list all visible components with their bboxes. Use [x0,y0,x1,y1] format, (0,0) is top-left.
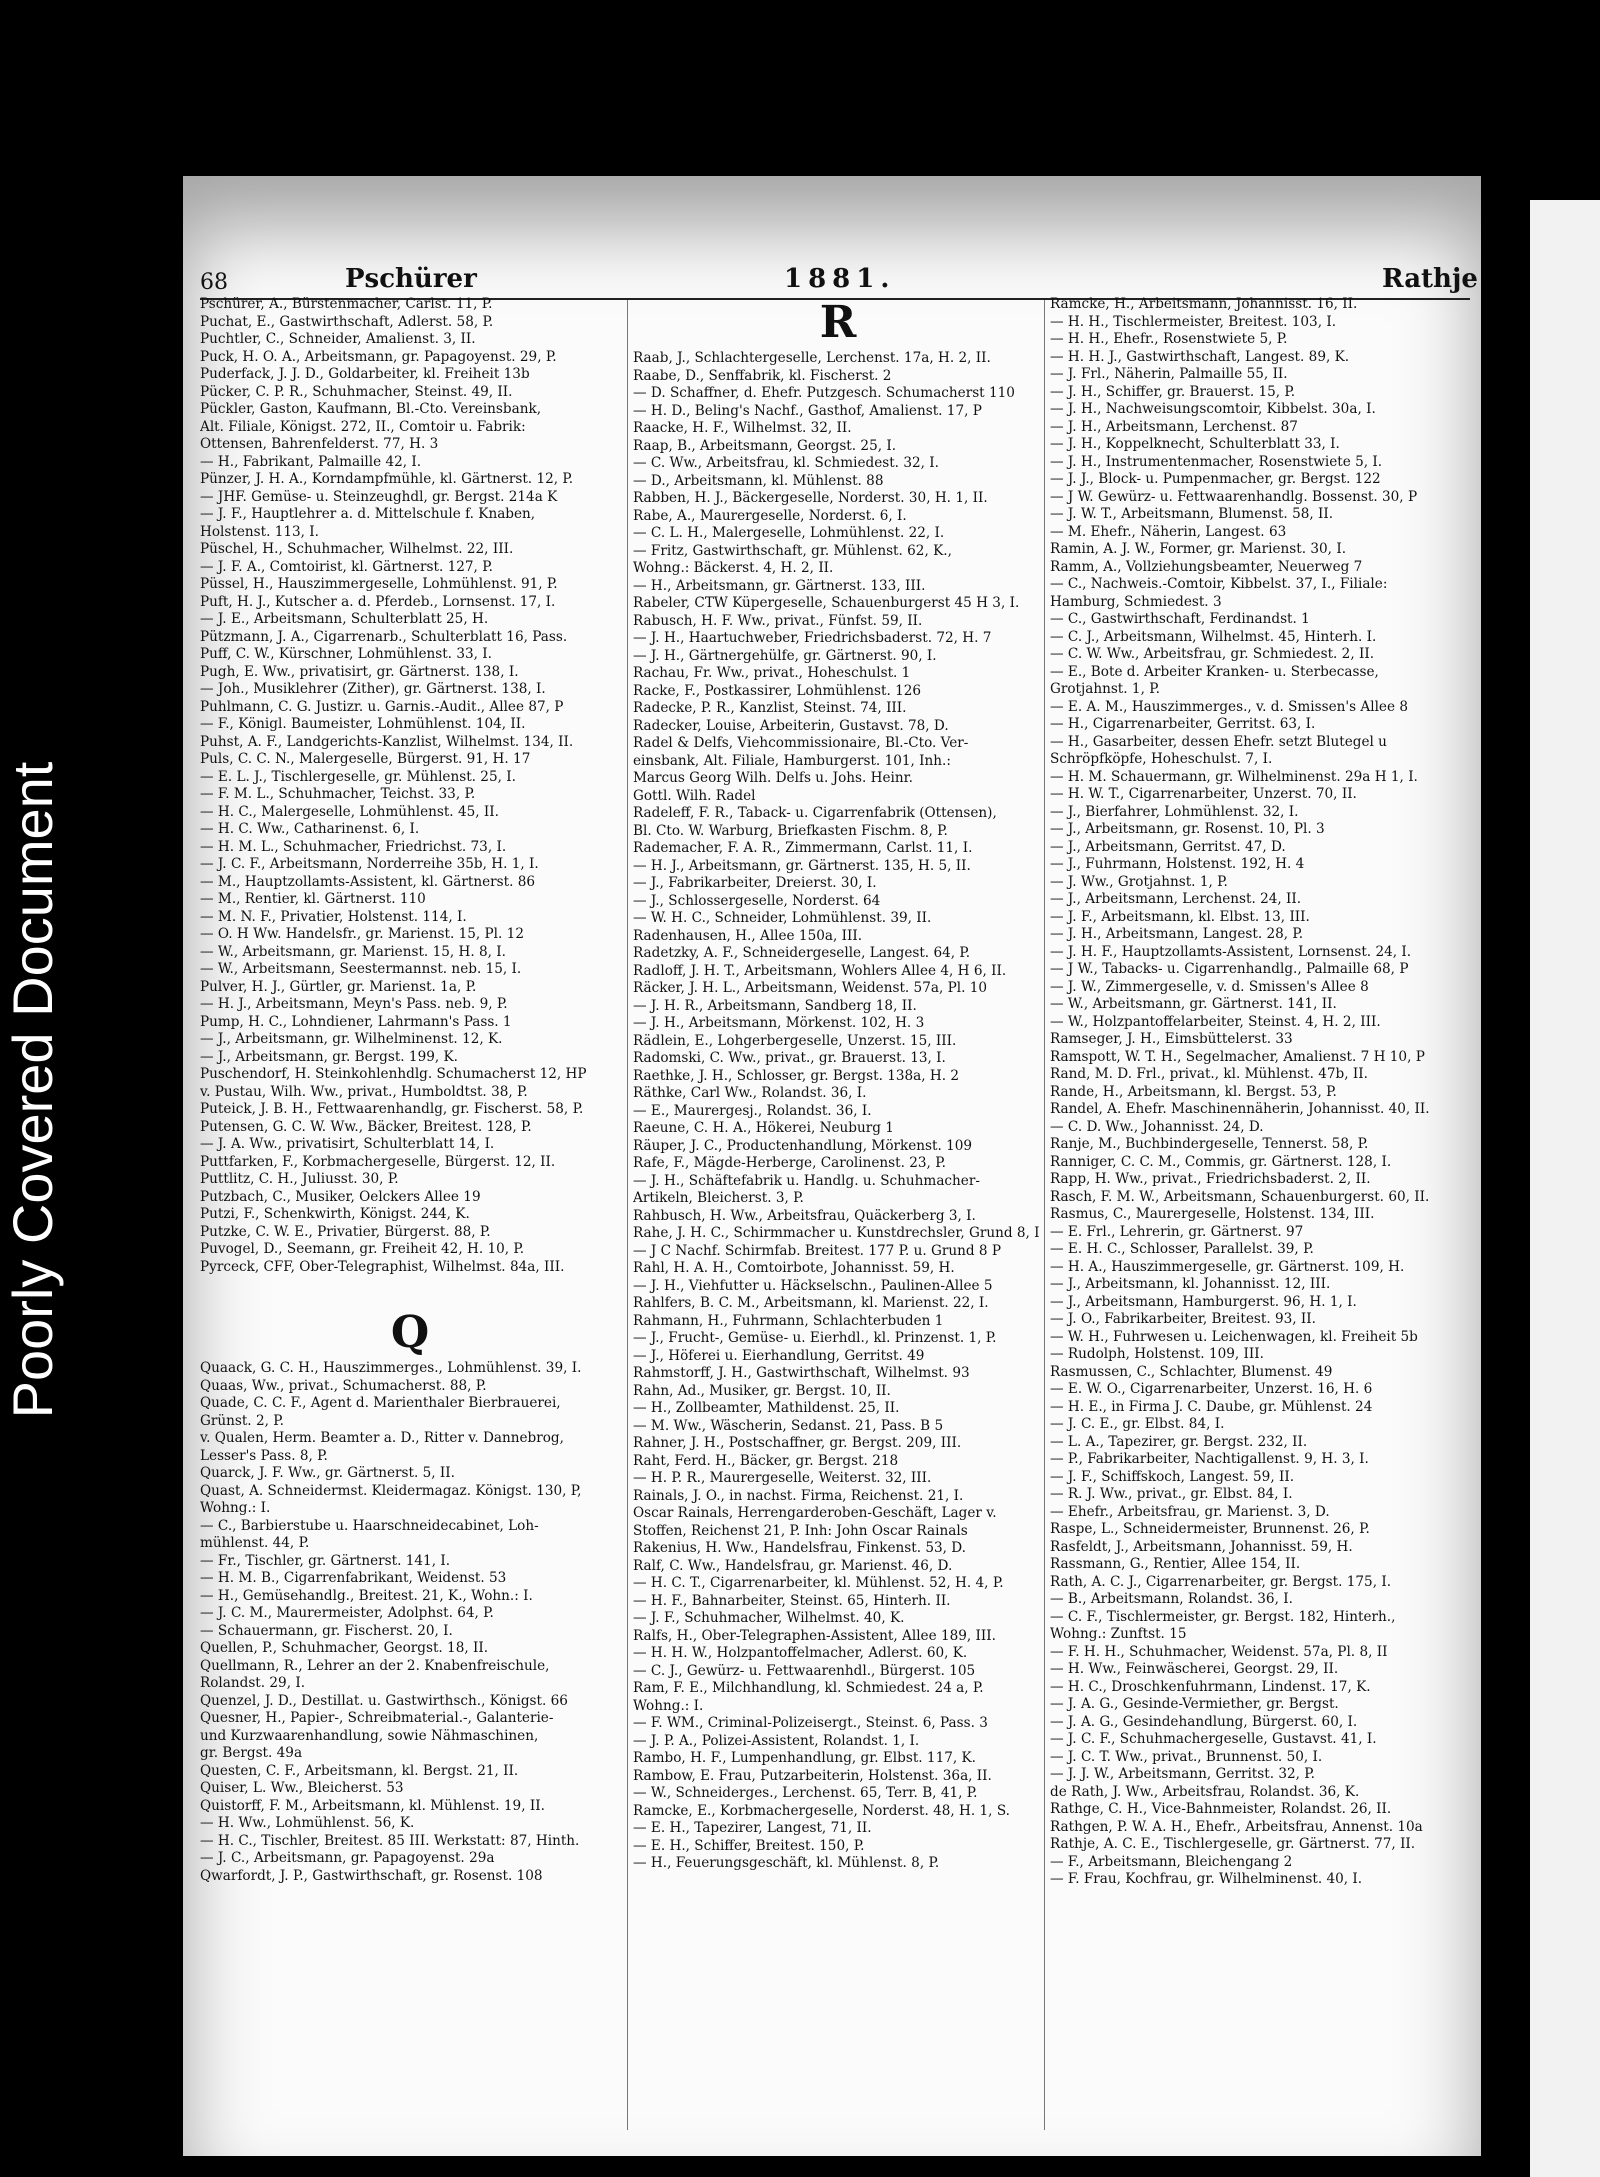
directory-entry: Rahbusch, H. Ww., Arbeitsfrau, Quäckerberg 3, I. [633,1207,976,1224]
directory-entry: — J. H., Nachweisungscomtoir, Kibbelst. 30a, I. [1050,401,1376,417]
directory-entry: — J. C. F., Schuhmachergeselle, Gustavst. 41, I. [1050,1731,1377,1747]
directory-entry: — C., Nachweis.-Comtoir, Kibbelst. 37, I., Filiale: [1050,576,1388,592]
directory-entry: — H. J., Arbeitsmann, gr. Gärtnerst. 135, H. 5, II. [633,857,971,874]
directory-entry: Wohng.: Zunftst. 15 [1050,1626,1187,1642]
directory-entry: Puft, H. J., Kutscher a. d. Pferdeb., Lornsenst. 17, I. [200,593,556,610]
directory-entry: Stoffen, Reichenst 21, P. Inh: John Oscar Rainals [633,1522,968,1539]
directory-entry: — L. A., Tapezirer, gr. Bergst. 232, II. [1050,1433,1308,1450]
directory-entry: — J. H., Haartuchweber, Friedrichsbaderst. 72, H. 7 [633,630,992,646]
directory-entry: Quarck, J. F. Ww., gr. Gärtnerst. 5, II. [200,1465,455,1481]
directory-entry: — J. J., Block- u. Pumpenmacher, gr. Bergst. 122 [1050,471,1381,487]
directory-entry: — H. C. T., Cigarrenarbeiter, kl. Mühlenst. 52, H. 4, P. [633,1575,1004,1591]
directory-entry: Pückler, Gaston, Kaufmann, Bl.-Cto. Vereinsbank, [200,401,542,417]
directory-entry: Schröpfköpfe, Hoheschulst. 7, I. [1050,751,1273,767]
section-letter-q: Q [390,1307,430,1358]
directory-entry: — J., Arbeitsmann, Gerritst. 47, D. [1050,838,1286,855]
directory-entry: Ramcke, H., Arbeitsmann, Johannisst. 16, II. [1050,296,1358,312]
directory-entry: Puteick, J. B. H., Fettwaarenhandlg, gr. Fischerst. 58, P. [200,1101,584,1117]
directory-entry: — H. A., Hauszimmergeselle, gr. Gärtnerst. 109, H. [1050,1258,1405,1275]
directory-entry: — J., Bierfahrer, Lohmühlenst. 32, I. [1050,803,1299,820]
directory-entry: — E. A. M., Hauszimmerges., v. d. Smissen's Allee 8 [1050,698,1408,715]
directory-entry: Püssel, H., Hauszimmergeselle, Lohmühlenst. 91, P. [200,576,558,592]
directory-entry: Holstenst. 113, I. [200,523,319,540]
directory-entry: — J., Höferei u. Eierhandlung, Gerritst. 49 [633,1347,925,1364]
directory-entry: — E., Maurergesj., Rolandst. 36, I. [633,1102,872,1119]
directory-entry: Grotjahnst. 1, P. [1050,681,1160,697]
directory-entry: — E., Bote d. Arbeiter Kranken- u. Sterbecasse, [1050,663,1379,680]
directory-entry: — H. H., Ehefr., Rosenstwiete 5, P. [1050,331,1288,347]
directory-entry: Radomski, C. Ww., privat., gr. Brauerst. 13, I. [633,1050,946,1066]
directory-entry: Racke, F., Postkassirer, Lohmühlenst. 126 [633,682,922,699]
column-divider [1044,300,1045,2130]
directory-entry: Wohng.: I. [200,1500,271,1516]
directory-entry: — J W., Tabacks- u. Cigarrenhandlg., Palmaille 68, P [1050,961,1409,977]
directory-entry: — H., Feuerungsgeschäft, kl. Mühlenst. 8, P. [633,1855,940,1871]
directory-entry: Puff, C. W., Kürschner, Lohmühlenst. 33, I. [200,646,492,662]
directory-entry: — J. H., Arbeitsmann, Langest. 28, P. [1050,926,1304,942]
directory-entry: — J. H. R., Arbeitsmann, Sandberg 18, II. [633,997,917,1014]
directory-entry: — J., Frucht-, Gemüse- u. Eierhdl., kl. Prinzenst. 1, P. [633,1330,997,1346]
directory-entry: Questen, C. F., Arbeitsmann, kl. Bergst. 21, II. [200,1762,519,1779]
directory-entry: Ram, F. E., Milchhandlung, kl. Schmiedest. 24 a, P. [633,1680,984,1696]
directory-entry: — E. W. O., Cigarrenarbeiter, Unzerst. 16, H. 6 [1050,1381,1373,1397]
directory-entry: — F. Frau, Kochfrau, gr. Wilhelminenst. 40, I. [1050,1871,1363,1887]
directory-entry: — C. J., Arbeitsmann, Wilhelmst. 45, Hinterh. I. [1050,628,1377,645]
directory-entry: Ramcke, E., Korbmachergeselle, Norderst. 48, H. 1, S. [633,1802,1010,1819]
directory-entry: Rolandst. 29, I. [200,1675,306,1691]
directory-entry: Quellen, P., Schuhmacher, Georgst. 18, II. [200,1640,489,1656]
directory-entry: Puttfarken, F., Korbmachergeselle, Bürgerst. 12, II. [200,1153,556,1170]
directory-entry: — R. J. Ww., privat., gr. Elbst. 84, I. [1050,1486,1293,1502]
directory-entry: — J., Schlossergeselle, Norderst. 64 [633,892,881,909]
directory-entry: — W. H. C., Schneider, Lohmühlenst. 39, II. [633,910,932,926]
directory-entry: Quade, C. C. F., Agent d. Marienthaler Bierbrauerei, [200,1395,561,1411]
directory-entry: — H., Gemüsehandlg., Breitest. 21, K., Wohn.: I. [200,1587,533,1604]
directory-entry: — W., Schneiderges., Lerchenst. 65, Terr. B, 41, P. [633,1785,978,1801]
column-2 [633,296,1043,1873]
directory-entry: Puschendorf, H. Steinkohlenhdlg. Schumacherst 12, HP [200,1066,587,1082]
directory-entry: Rath, A. C. J., Cigarrenarbeiter, gr. Bergst. 175, I. [1050,1573,1392,1590]
directory-entry: — H., Arbeitsmann, gr. Gärtnerst. 133, III. [633,577,926,594]
directory-entry: — H. E., in Firma J. C. Daube, gr. Mühlenst. 24 [1050,1398,1373,1415]
page-number: 68 [200,270,228,295]
directory-entry: Rathge, C. H., Vice-Bahnmeister, Rolandst. 26, II. [1050,1801,1392,1817]
directory-entry: Puls, C. C. N., Malergeselle, Bürgerst. 91, H. 17 [200,751,531,767]
directory-entry: — J. H. F., Hauptzollamts-Assistent, Lornsenst. 24, I. [1050,943,1412,960]
directory-entry: — H. C. Ww., Catharinenst. 6, I. [200,821,420,837]
directory-entry: Räcker, J. H. L., Arbeitsmann, Weidenst. 57a, Pl. 10 [633,980,988,996]
directory-entry: Qwarfordt, J. P., Gastwirthschaft, gr. Rosenst. 108 [200,1867,543,1884]
directory-entry: — F. WM., Criminal-Polizeisergt., Steinst. 6, Pass. 3 [633,1715,988,1731]
directory-entry: — J. C. E., gr. Elbst. 84, I. [1050,1416,1225,1432]
directory-entry: — J., Arbeitsmann, gr. Rosenst. 10, Pl. 3 [1050,821,1325,837]
section-letter-r: R [819,297,857,348]
directory-entry: Raap, B., Arbeitsmann, Georgst. 25, I. [633,437,897,454]
directory-entry: Rasmus, C., Maurergeselle, Holstenst. 134, III. [1050,1206,1375,1222]
directory-entry: Pünzer, J. H. A., Korndampfmühle, kl. Gärtnerst. 12, P. [200,471,574,487]
directory-entry: — H., Cigarrenarbeiter, Gerritst. 63, I. [1050,716,1316,732]
directory-entry: — H. M. B., Cigarrenfabrikant, Weidenst. 53 [200,1570,507,1586]
q-entries [200,1360,620,1885]
directory-entry: Radetzky, A. F., Schneidergeselle, Langest. 64, P. [633,945,971,961]
directory-entry: Radeleff, F. R., Taback- u. Cigarrenfabrik (Ottensen), [633,805,997,821]
directory-entry: Rahl, H. A. H., Comtoirbote, Johannisst. 59, H. [633,1260,955,1276]
directory-entry: Rassmann, G., Rentier, Allee 154, II. [1050,1556,1301,1572]
directory-entry: — B., Arbeitsmann, Rolandst. 36, I. [1050,1591,1293,1607]
directory-entry: — J C Nachf. Schirmfab. Breitest. 177 P. u. Grund 8 P [633,1242,1002,1259]
directory-entry: Radel & Delfs, Viehcommissionaire, Bl.-Cto. Ver- [633,735,969,751]
directory-entry: Puhlmann, C. G. Justizr. u. Garnis.-Audit., Allee 87, P [200,698,564,715]
directory-entry: — H., Gasarbeiter, dessen Ehefr. setzt Blutegel u [1050,733,1387,750]
directory-entry: Radloff, J. H. T., Arbeitsmann, Wohlers Allee 4, H 6, II. [633,962,1007,979]
directory-entry: — C. L. H., Malergeselle, Lohmühlenst. 22, I. [633,525,945,541]
directory-entry: Grünst. 2, P. [200,1412,284,1429]
directory-entry: — F. M. L., Schuhmacher, Teichst. 33, P. [200,786,476,802]
directory-entry: — J., Fabrikarbeiter, Dreierst. 30, I. [633,875,877,891]
directory-entry: — H. P. R., Maurergeselle, Weiterst. 32, III. [633,1470,932,1486]
directory-entry: Radecker, Louise, Arbeiterin, Gustavst. 78, D. [633,717,949,734]
directory-entry: Quesner, H., Papier-, Schreibmaterial.-, Galanterie- [200,1710,554,1726]
directory-entry: — F., Königl. Baumeister, Lohmühlenst. 104, II. [200,716,526,732]
directory-entry: Puchtler, C., Schneider, Amalienst. 3, II. [200,331,476,347]
header-right-keyword: Rathje [1382,264,1478,294]
directory-entry: Rahmann, H., Fuhrmann, Schlachterbuden 1 [633,1312,944,1329]
directory-entry: mühlenst. 44, P. [200,1535,310,1551]
directory-entry: und Kurzwaarenhandlung, sowie Nähmaschinen, [200,1727,539,1744]
directory-entry: Rachau, Fr. Ww., privat., Hoheschulst. 1 [633,665,911,681]
directory-entry: Raethke, J. H., Schlosser, gr. Bergst. 138a, H. 2 [633,1067,960,1084]
directory-entry: Quellmann, R., Lehrer an der 2. Knabenfreischule, [200,1657,550,1674]
header-left-keyword: Pschürer [345,264,477,294]
directory-entry: Ramin, A. J. W., Former, gr. Marienst. 30, I. [1050,541,1347,557]
directory-entry: — JHF. Gemüse- u. Steinzeughdl, gr. Bergst. 214a K [200,488,558,505]
directory-entry: — Ehefr., Arbeitsfrau, gr. Marienst. 3, D. [1050,1503,1330,1520]
directory-entry: — J. H., Arbeitsmann, Mörkenst. 102, H. 3 [633,1015,925,1031]
directory-entry: Rahlfers, B. C. M., Arbeitsmann, kl. Marienst. 22, I. [633,1295,989,1311]
directory-entry: Rahe, J. H. C., Schirmmacher u. Kunstdrechsler, Grund 8, I [633,1225,1040,1241]
directory-entry: — D., Arbeitsmann, kl. Mühlenst. 88 [633,472,884,489]
directory-entry: v. Qualen, Herm. Beamter a. D., Ritter v. Dannebrog, [200,1430,564,1446]
directory-entry: Quiser, L. Ww., Bleicherst. 53 [200,1780,404,1796]
directory-entry: — C. F., Tischlermeister, gr. Bergst. 182, Hinterh., [1050,1608,1396,1625]
directory-entry: — Schauermann, gr. Fischerst. 20, I. [200,1622,453,1639]
directory-entry: — C. J., Gewürz- u. Fettwaarenhdl., Bürgerst. 105 [633,1662,976,1679]
directory-entry: Putzi, F., Schenkwirth, Königst. 244, K. [200,1206,470,1222]
directory-entry: Quaas, Ww., privat., Schumacherst. 88, P. [200,1377,487,1394]
directory-entry: — H. H. W., Holzpantoffelmacher, Adlerst. 60, K. [633,1645,968,1661]
directory-entry: Rambow, E. Frau, Putzarbeiterin, Holstenst. 36a, II. [633,1767,992,1784]
directory-entry: — H. C., Tischler, Breitest. 85 III. Werkstatt: 87, Hinth. [200,1832,580,1849]
directory-entry: — J. O., Fabrikarbeiter, Breitest. 93, II. [1050,1311,1316,1327]
directory-entry: Puck, H. O. A., Arbeitsmann, gr. Papagoyenst. 29, P. [200,348,557,365]
directory-entry: — J. W., Zimmergeselle, v. d. Smissen's Allee 8 [1050,978,1369,995]
directory-entry: Lesser's Pass. 8, P. [200,1447,328,1464]
directory-entry: — E. L. J., Tischlergeselle, gr. Mühlenst. 25, I. [200,768,516,785]
directory-entry: Ralfs, H., Ober-Telegraphen-Assistent, Allee 189, III. [633,1627,996,1644]
directory-entry: Rabe, A., Maurergeselle, Norderst. 6, I. [633,507,907,524]
directory-entry: — M. Ehefr., Näherin, Langest. 63 [1050,523,1287,540]
directory-entry: — W., Holzpantoffelarbeiter, Steinst. 4, H. 2, III. [1050,1013,1381,1030]
directory-entry: Rasch, F. M. W., Arbeitsmann, Schauenburgerst. 60, II. [1050,1188,1430,1205]
directory-entry: — J. E., Arbeitsmann, Schulterblatt 25, H. [200,611,489,627]
directory-entry: Ramspott, W. T. H., Segelmacher, Amalienst. 7 H 10, P [1050,1048,1425,1065]
directory-entry: — C. W. Ww., Arbeitsfrau, gr. Schmiedest. 2, II. [1050,646,1375,662]
directory-entry: — J. H., Schäftefabrik u. Handlg. u. Schuhmacher- [633,1172,980,1189]
directory-entry: — J. A. Ww., privatisirt, Schulterblatt 14, I. [200,1136,495,1152]
directory-entry: — W., Arbeitsmann, gr. Gärtnerst. 141, II. [1050,996,1337,1012]
directory-entry: Radecke, P. R., Kanzlist, Steinst. 74, III. [633,700,907,716]
directory-entry: Rahn, Ad., Musiker, gr. Bergst. 10, II. [633,1382,891,1399]
directory-entry: Artikeln, Bleicherst. 3, P. [633,1190,804,1206]
directory-entry: — M. Ww., Wäscherin, Sedanst. 21, Pass. B 5 [633,1417,944,1434]
directory-entry: Rabusch, H. F. Ww., privat., Fünfst. 59, II. [633,612,923,629]
directory-entry: Pulver, H. J., Gürtler, gr. Marienst. 1a, P. [200,978,477,995]
directory-entry: Pücker, C. P. R., Schuhmacher, Steinst. 49, II. [200,383,513,400]
directory-entry: — J. A. G., Gesinde-Vermiether, gr. Bergst. [1050,1696,1339,1712]
directory-entry: Raab, J., Schlachtergeselle, Lerchenst. 17a, H. 2, II. [633,350,991,366]
directory-entry: — C., Gastwirthschaft, Ferdinandst. 1 [1050,611,1310,627]
directory-entry: Rathje, A. C. E., Tischlergeselle, gr. Gärtnerst. 77, II. [1050,1836,1416,1852]
directory-entry: — C. Ww., Arbeitsfrau, kl. Schmiedest. 32, I. [633,455,939,471]
directory-entry: Ottensen, Bahrenfelderst. 77, H. 3 [200,436,439,452]
directory-entry: — J. H., Schiffer, gr. Brauerst. 15, P. [1050,383,1296,400]
directory-entry: — E. H. C., Schlosser, Parallelst. 39, P. [1050,1241,1314,1257]
directory-entry: Puderfack, J. J. D., Goldarbeiter, kl. Freiheit 13b [200,366,530,382]
directory-entry: Rademacher, F. A. R., Zimmermann, Carlst. 11, I. [633,840,973,856]
directory-entry: — Fritz, Gastwirthschaft, gr. Mühlenst. 62, K., [633,542,952,559]
directory-entry: — M. N. F., Privatier, Holstenst. 114, I. [200,908,467,925]
directory-entry: Pyrceck, CFF, Ober-Telegraphist, Wilhelmst. 84a, III. [200,1258,565,1275]
directory-entry: — J. H., Gärtnergehülfe, gr. Gärtnerst. 90, I. [633,647,937,664]
directory-entry: — J. F., Schuhmacher, Wilhelmst. 40, K. [633,1610,905,1626]
directory-entry: v. Pustau, Wilh. Ww., privat., Humboldtst. 38, P. [200,1083,528,1100]
directory-entry: Putzbach, C., Musiker, Oelckers Allee 19 [200,1188,481,1205]
directory-entry: — J. H., Arbeitsmann, Lerchenst. 87 [1050,418,1298,435]
directory-entry: Rakenius, H. Ww., Handelsfrau, Finkenst. 53, D. [633,1540,967,1556]
directory-entry: Rafe, F., Mägde-Herberge, Carolinenst. 23, P. [633,1155,946,1171]
directory-entry: — F., Arbeitsmann, Bleichengang 2 [1050,1853,1293,1870]
directory-entry: — J., Arbeitsmann, Lerchenst. 24, II. [1050,891,1302,907]
directory-entry: — H. D., Beling's Nachf., Gasthof, Amalienst. 17, P [633,402,982,419]
directory-entry: — J. C. T. Ww., privat., Brunnenst. 50, I. [1050,1748,1323,1765]
directory-entry: — H. F., Bahnarbeiter, Steinst. 65, Hinterh. II. [633,1592,951,1609]
directory-entry: Ralf, C. Ww., Handelsfrau, gr. Marienst. 46, D. [633,1557,953,1574]
directory-entry: Putzke, C. W. E., Privatier, Bürgerst. 88, P. [200,1223,491,1240]
header-year: 1881. [784,264,896,294]
directory-entry: — J., Arbeitsmann, gr. Bergst. 199, K. [200,1048,458,1065]
directory-entry: — H. C., Malergeselle, Lohmühlenst. 45, II. [200,803,499,820]
directory-entry: — E. H., Schiffer, Breitest. 150, P. [633,1837,865,1854]
directory-entry: Puchat, E., Gastwirthschaft, Adlerst. 58, P. [200,313,494,330]
directory-entry: Wohng.: I. [633,1697,704,1714]
directory-entry: Rapp, H. Ww., privat., Friedrichsbaderst. 2, II. [1050,1171,1371,1187]
directory-entry: — M., Rentier, kl. Gärtnerst. 110 [200,891,426,907]
directory-entry: Pschürer, A., Bürstenmacher, Carlst. 11, P. [200,296,493,312]
directory-entry: gr. Bergst. 49a [200,1745,303,1761]
directory-entry: Quast, A. Schneidermst. Kleidermagaz. Königst. 130, P, [200,1482,582,1499]
directory-entry: — C., Barbierstube u. Haarschneidecabinet, Loh- [200,1517,539,1534]
directory-entry: — H. W. T., Cigarrenarbeiter, Unzerst. 70, II. [1050,786,1357,802]
directory-entry: — Joh., Musiklehrer (Zither), gr. Gärtnerst. 138, I. [200,681,546,697]
directory-entry: — J., Arbeitsmann, gr. Wilhelminenst. 12, K. [200,1031,503,1047]
directory-entry: Pugh, E. Ww., privatisirt, gr. Gärtnerst. 138, I. [200,663,519,680]
directory-entry: — J. H., Koppelknecht, Schulterblatt 33, I. [1050,436,1340,452]
directory-entry: — Rudolph, Holstenst. 109, III. [1050,1346,1264,1362]
directory-entry: — J. H., Viehfutter u. Häckselschn., Paulinen-Allee 5 [633,1277,993,1294]
directory-entry: Raabe, D., Senffabrik, kl. Fischerst. 2 [633,367,892,384]
directory-entry: Rande, H., Arbeitsmann, kl. Bergst. 53, P. [1050,1083,1337,1100]
directory-entry: — F. H. H., Schuhmacher, Weidenst. 57a, Pl. 8, II [1050,1643,1388,1660]
directory-entry: — H. H., Tischlermeister, Breitest. 103, I. [1050,313,1337,330]
directory-entry: Marcus Georg Wilh. Delfs u. Johs. Heinr. [633,770,913,786]
directory-entry: Quistorff, F. M., Arbeitsmann, kl. Mühlenst. 19, II. [200,1797,545,1814]
directory-entry: — J., Arbeitsmann, Hamburgerst. 96, H. 1, I. [1050,1293,1357,1310]
directory-entry: — J. C. F., Arbeitsmann, Norderreihe 35b, H. 1, I. [200,856,539,872]
directory-entry: Rahmstorff, J. H., Gastwirthschaft, Wilhelmst. 93 [633,1365,970,1381]
directory-entry: Putensen, G. C. W. Ww., Bäcker, Breitest. 128, P. [200,1118,532,1135]
directory-entry: Raacke, H. F., Wilhelmst. 32, II. [633,420,852,436]
spacer [200,1276,620,1306]
directory-entry: Raht, Ferd. H., Bäcker, gr. Bergst. 218 [633,1452,899,1469]
column-divider [627,300,628,2130]
directory-entry: — J. P. A., Polizei-Assistent, Rolandst. 1, I. [633,1732,920,1749]
directory-entry: — J. F., Hauptlehrer a. d. Mittelschule f. Knaben, [200,506,536,522]
directory-entry: — J. J. W., Arbeitsmann, Gerritst. 32, P. [1050,1766,1315,1782]
directory-entry: Ramseger, J. H., Eimsbüttelerst. 33 [1050,1031,1293,1047]
directory-entry: Puhst, A. F., Landgerichts-Kanzlist, Wilhelmst. 134, II. [200,733,574,750]
directory-entry: — J. Ww., Grotjahnst. 1, P. [1050,873,1228,890]
directory-entry: — J. A. G., Gesindehandlung, Bürgerst. 60, I. [1050,1713,1358,1730]
directory-entry: Räuper, J. C., Productenhandlung, Mörkenst. 109 [633,1137,973,1154]
directory-entry: — W., Arbeitsmann, Seestermannst. neb. 15, I. [200,961,522,977]
directory-entry: — E. H., Tapezirer, Langest, 71, II. [633,1820,872,1836]
directory-entry: — H. Ww., Lohmühlenst. 56, K. [200,1815,415,1831]
directory-entry: — J. C., Arbeitsmann, gr. Papagoyenst. 29a [200,1850,495,1866]
directory-entry: Ranje, M., Buchbindergeselle, Tennerst. 58, P. [1050,1136,1369,1152]
directory-entry: Rainals, J. O., in nachst. Firma, Reichenst. 21, I. [633,1487,964,1504]
directory-entry: — M., Hauptzollamts-Assistent, kl. Gärtnerst. 86 [200,873,536,890]
directory-entry: Pump, H. C., Lohndiener, Lahrmann's Pass. 1 [200,1013,512,1030]
directory-entry: Puvogel, D., Seemann, gr. Freiheit 42, H. 10, P. [200,1241,525,1257]
directory-entry: — O. H Ww. Handelsfr., gr. Marienst. 15, Pl. 12 [200,926,524,942]
directory-entry: — H. H. J., Gastwirthschaft, Langest. 89, K. [1050,348,1350,365]
r-entries-continued [1050,296,1470,1889]
directory-entry: Gottl. Wilh. Radel [633,787,756,804]
directory-entry: Rasmussen, C., Schlachter, Blumenst. 49 [1050,1363,1333,1380]
directory-entry: — C. D. Ww., Johannisst. 24, D. [1050,1118,1264,1135]
directory-entry: — J. F., Arbeitsmann, kl. Elbst. 13, III. [1050,908,1310,925]
directory-entry: — J., Fuhrmann, Holstenst. 192, H. 4 [1050,856,1305,872]
next-page-edge [1530,200,1600,2177]
p-entries [200,296,620,1276]
directory-entry: Räthke, Carl Ww., Rolandst. 36, I. [633,1085,867,1101]
directory-entry: — J. F. A., Comtoirist, kl. Gärtnerst. 127, P. [200,558,493,575]
directory-entry: — J. H., Instrumentenmacher, Rosenstwiete 5, I. [1050,453,1383,470]
directory-entry: — E. Frl., Lehrerin, gr. Gärtnerst. 97 [1050,1223,1304,1240]
coverage-stamp: Poorly Covered Document [1,761,64,1419]
directory-entry: de Rath, J. Ww., Arbeitsfrau, Rolandst. 36, K. [1050,1783,1360,1800]
directory-entry: Oscar Rainals, Herrengarderoben-Geschäft, Lager v. [633,1505,997,1521]
directory-entry: — W., Arbeitsmann, gr. Marienst. 15, H. 8, I. [200,943,506,960]
directory-entry: — H. C., Droschkenfuhrmann, Lindenst. 17, K. [1050,1678,1371,1695]
directory-entry: Rathgen, P. W. A. H., Ehefr., Arbeitsfrau, Annenst. 10a [1050,1818,1423,1835]
directory-entry: Hamburg, Schmiedest. 3 [1050,593,1222,610]
column-3 [1050,296,1470,1889]
directory-entry: Rädlein, E., Lohgerbergeselle, Unzerst. 15, III. [633,1032,957,1049]
directory-entry: Rambo, H. F., Lumpenhandlung, gr. Elbst. 117, K. [633,1750,977,1766]
column-1 [200,296,620,1885]
directory-entry: — H., Zollbeamter, Mathildenst. 25, II. [633,1400,900,1416]
directory-entry: — J. F., Schiffskoch, Langest. 59, II. [1050,1468,1295,1485]
directory-entry: Rabben, H. J., Bäckergeselle, Norderst. 30, H. 1, II. [633,490,988,506]
directory-entry: Puttlitz, C. H., Juliusst. 30, P. [200,1171,399,1187]
directory-entry: Raeune, C. H. A., Hökerei, Neuburg 1 [633,1120,894,1136]
directory-entry: Radenhausen, H., Allee 150a, III. [633,927,863,944]
directory-entry: — H. J., Arbeitsmann, Meyn's Pass. neb. 9, P. [200,996,508,1012]
directory-entry: Wohng.: Bäckerst. 4, H. 2, II. [633,560,834,576]
directory-entry: Alt. Filiale, Königst. 272, II., Comtoir u. Fabrik: [200,418,526,435]
directory-entry: — P., Fabrikarbeiter, Nachtigallenst. 9, H. 3, I. [1050,1451,1369,1467]
directory-entry: Ramm, A., Vollziehungsbeamter, Neuerweg 7 [1050,558,1363,575]
directory-entry: — H. M. L., Schuhmacher, Friedrichst. 73, I. [200,838,507,855]
directory-entry: Raspe, L., Schneidermeister, Brunnenst. 26, P. [1050,1521,1370,1537]
directory-entry: — J. C. M., Maurermeister, Adolphst. 64, P. [200,1605,494,1621]
directory-entry: Ranniger, C. C. M., Commis, gr. Gärtnerst. 128, I. [1050,1153,1392,1170]
directory-entry: einsbank, Alt. Filiale, Hamburgerst. 101, Inh.: [633,752,951,769]
directory-entry: — H. Ww., Feinwäscherei, Georgst. 29, II. [1050,1661,1339,1677]
directory-entry: Bl. Cto. W. Warburg, Briefkasten Fischm. 8, P. [633,822,948,839]
directory-entry: Püschel, H., Schuhmacher, Wilhelmst. 22, III. [200,541,514,557]
directory-entry: — Fr., Tischler, gr. Gärtnerst. 141, I. [200,1552,451,1569]
directory-entry: — W. H., Fuhrwesen u. Leichenwagen, kl. Freiheit 5b [1050,1328,1418,1345]
directory-entry: — J W. Gewürz- u. Fettwaarenhandlg. Bossenst. 30, P [1050,488,1418,505]
directory-entry: Quaack, G. C. H., Hauszimmerges., Lohmühlenst. 39, I. [200,1360,582,1376]
directory-entry: — J. W. T., Arbeitsmann, Blumenst. 58, II. [1050,506,1334,522]
r-entries [633,350,1043,1873]
directory-entry: — H., Fabrikant, Palmaille 42, I. [200,453,422,470]
directory-entry: Randel, A. Ehefr. Maschinennäherin, Johannisst. 40, II. [1050,1101,1430,1117]
directory-entry: Rahner, J. H., Postschaffner, gr. Bergst. 209, III. [633,1435,962,1451]
directory-entry: Quenzel, J. D., Destillat. u. Gastwirthsch., Königst. 66 [200,1692,568,1709]
directory-entry: Rasfeldt, J., Arbeitsmann, Johannisst. 59, H. [1050,1538,1353,1555]
directory-entry: Pützmann, J. A., Cigarrenarb., Schulterblatt 16, Pass. [200,628,568,645]
directory-entry: — D. Schaffner, d. Ehefr. Putzgesch. Schumacherst 110 [633,385,1015,401]
directory-entry: — H. M. Schauermann, gr. Wilhelminenst. 29a H 1, I. [1050,768,1418,785]
directory-entry: Rand, M. D. Frl., privat., kl. Mühlenst. 47b, II. [1050,1066,1368,1082]
directory-entry: — J. Frl., Näherin, Palmaille 55, II. [1050,366,1288,382]
directory-entry: — J., Arbeitsmann, kl. Johannisst. 12, III. [1050,1276,1331,1292]
directory-entry: Rabeler, CTW Küpergeselle, Schauenburgerst 45 H 3, I. [633,595,1020,611]
